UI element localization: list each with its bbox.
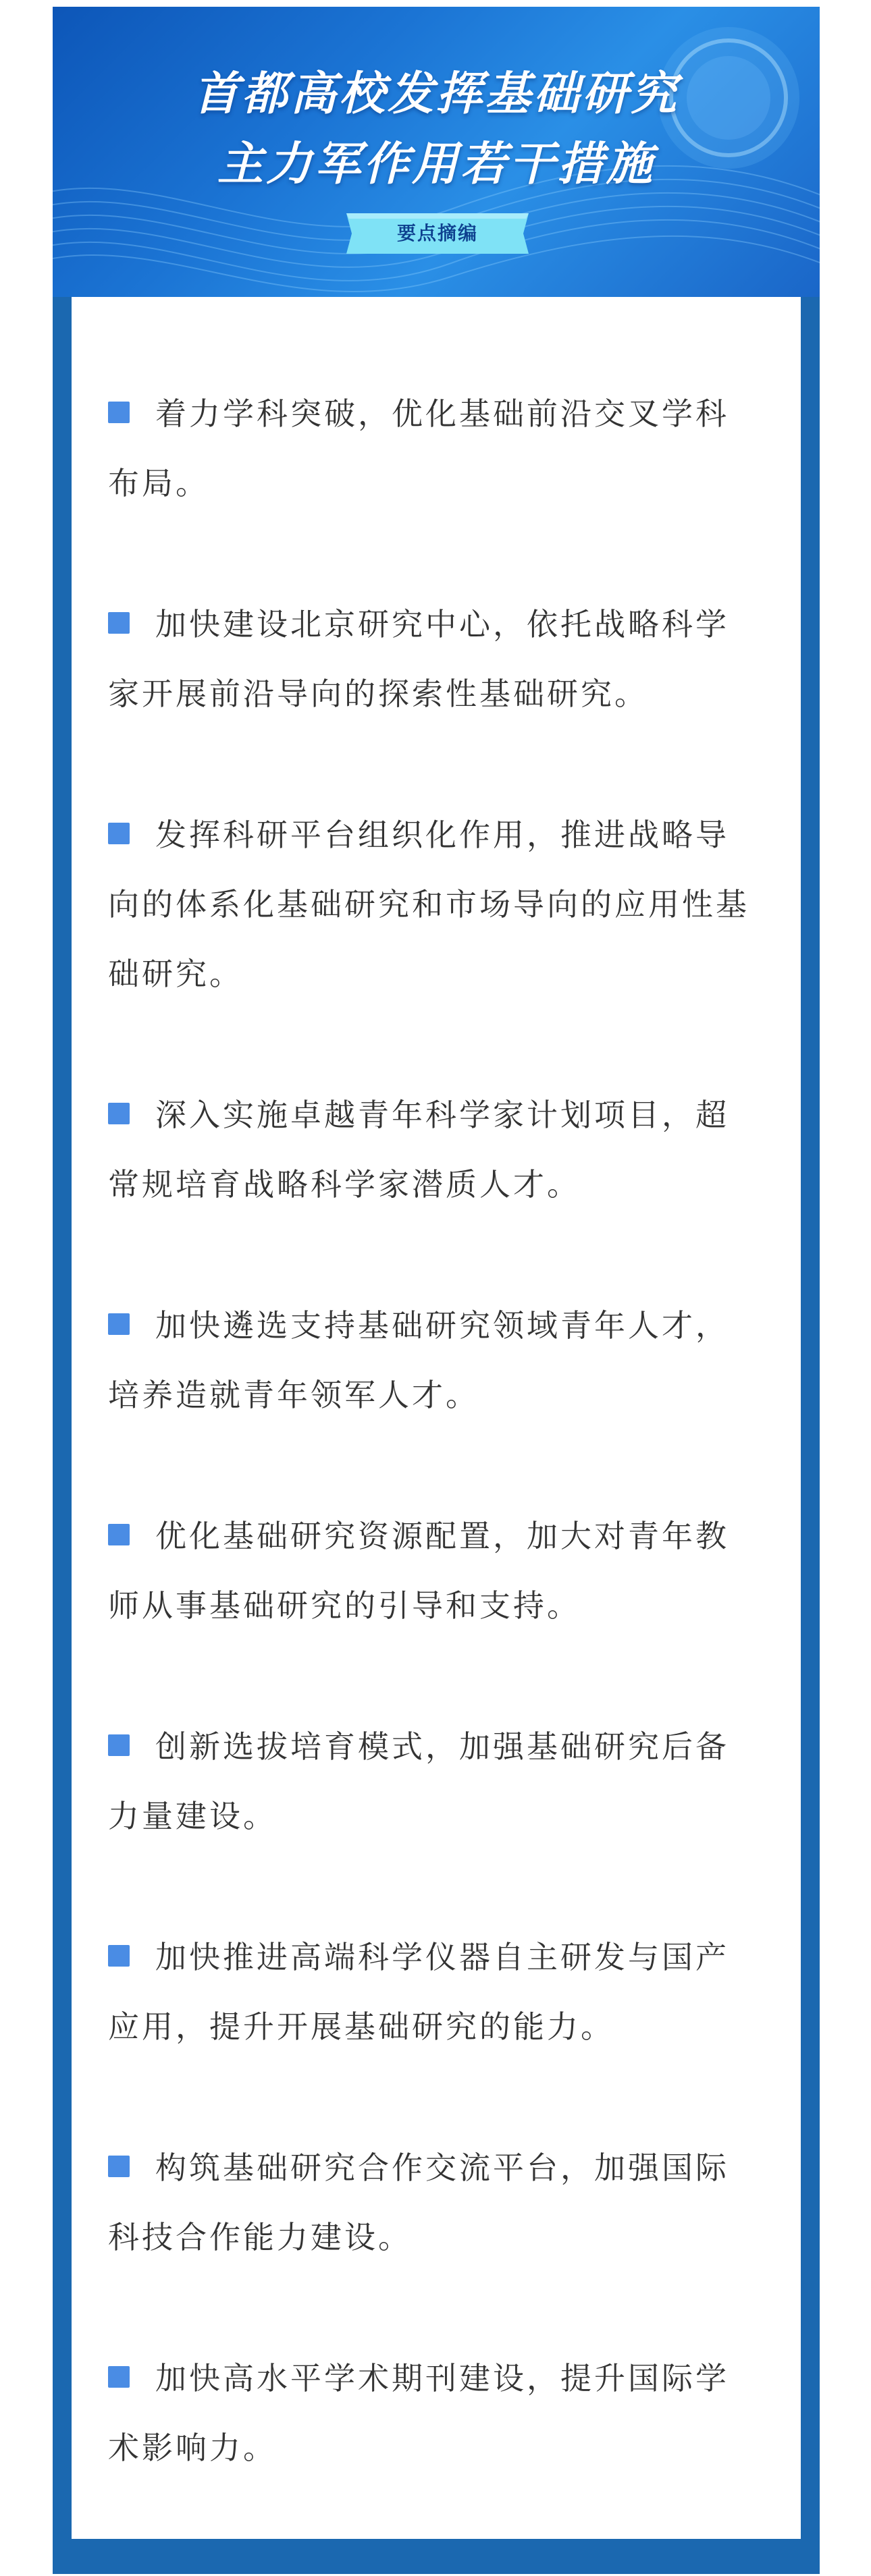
list-item [108, 590, 762, 733]
list-item-text: 加快高水平学术期刊建设，提升国际学术影响力。 [108, 2360, 729, 2466]
list-item-text: 构筑基础研究合作交流平台，加强国际科技合作能力建设。 [108, 2149, 729, 2255]
square-bullet-icon [108, 1945, 130, 1967]
square-bullet-icon [108, 612, 130, 634]
list-item [108, 2133, 762, 2276]
square-bullet-icon [108, 1734, 130, 1756]
square-bullet-icon [108, 2156, 130, 2177]
list-item-text: 深入实施卓越青年科学家计划项目，超常规培育战略科学家潜质人才。 [108, 1097, 729, 1203]
list-item-text: 优化基础研究资源配置，加大对青年教师从事基础研究的引导和支持。 [108, 1518, 729, 1624]
list-item-text: 加快推进高端科学仪器自主研发与国产应用，提升开展基础研究的能力。 [108, 1939, 729, 2045]
list-item [108, 379, 762, 522]
square-bullet-icon [108, 1103, 130, 1124]
square-bullet-icon [108, 1524, 130, 1545]
list-item [108, 1502, 762, 1645]
square-bullet-icon [108, 1313, 130, 1335]
content-panel [72, 297, 801, 2539]
list-item-text: 加快遴选支持基础研究领域青年人才，培养造就青年领军人才。 [108, 1307, 729, 1413]
square-bullet-icon [108, 402, 130, 423]
list-item-text: 创新选拔培育模式，加强基础研究后备力量建设。 [108, 1728, 729, 1834]
list-item [108, 2344, 762, 2487]
list-item-text: 加快建设北京研究中心，依托战略科学家开展前沿导向的探索性基础研究。 [108, 606, 729, 712]
poster [53, 7, 820, 2574]
title-line-2: 主力军作用若干措施 [217, 138, 655, 191]
list-item [108, 1923, 762, 2066]
title-line-1: 首都高校发挥基础研究 [192, 67, 679, 121]
list-item-text: 着力学科突破，优化基础前沿交叉学科布局。 [108, 395, 729, 501]
list-item [108, 800, 762, 1013]
list-item-text: 发挥科研平台组织化作用，推进战略导向的体系化基础研究和市场导向的应用性基础研究。 [108, 817, 749, 992]
page-title [53, 59, 820, 200]
list-item [108, 1291, 762, 1434]
square-bullet-icon [108, 823, 130, 844]
tag-label: 要点摘编 [396, 222, 478, 244]
square-bullet-icon [108, 2366, 130, 2388]
header-banner [53, 7, 820, 297]
summary-tag [346, 213, 529, 254]
list-item [108, 1080, 762, 1224]
list-item [108, 1712, 762, 1855]
